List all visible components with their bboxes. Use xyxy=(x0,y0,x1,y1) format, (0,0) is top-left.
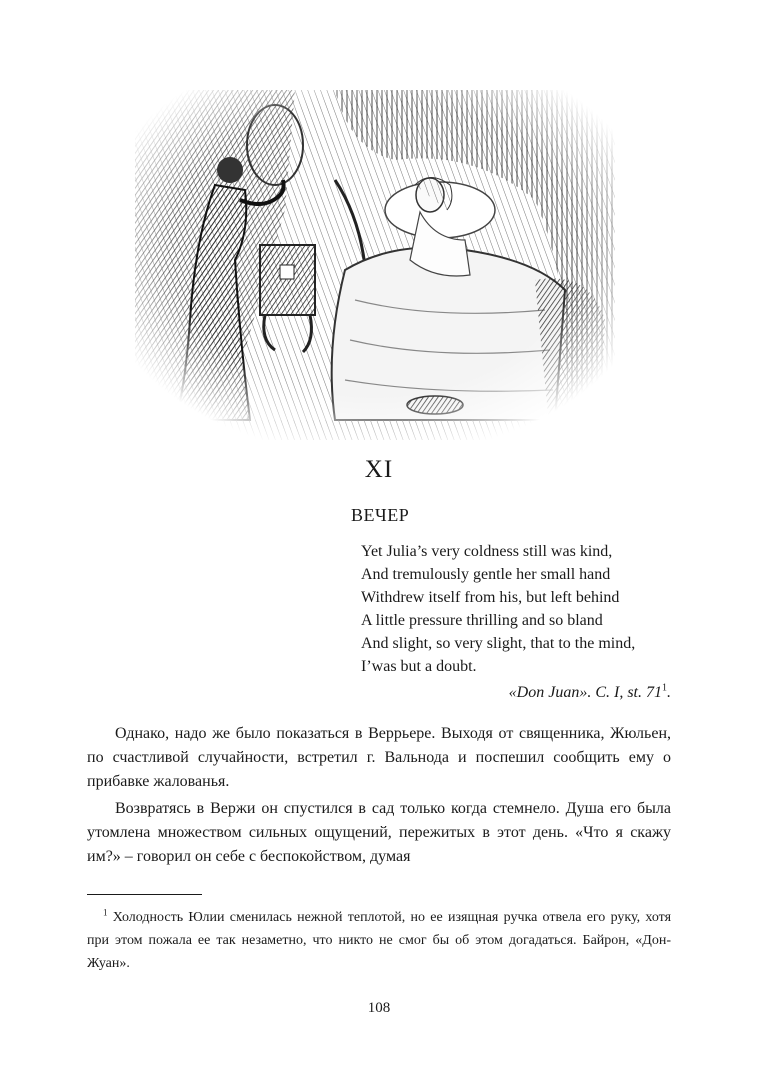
paragraph: Возвратясь в Вержи он спустился в сад только когда стемнело. Душа его была утомлена множеством сильных ощущений, пережитых в этот день. «Что я скажу им?» – говорил он себе с беспокойством, думая xyxy=(87,800,671,865)
footnote xyxy=(87,906,671,975)
footnote-number: 1 xyxy=(103,907,108,918)
chapter-title: ВЕЧЕР xyxy=(351,505,410,525)
chapter-number: XI xyxy=(364,456,394,483)
paragraph: Однако, надо же было показаться в Веррьере. Выходя от священника, Жюльен, по счастливой случайности, встретил г. Вальнода и поспешил сообщить ему о прибавке жалованья. xyxy=(87,725,671,790)
epigraph xyxy=(361,540,691,678)
body-text xyxy=(87,722,671,869)
engraving-bedroom-scene-icon xyxy=(135,90,615,440)
epigraph-source: «Don Juan». C. I, st. $71^1$. xyxy=(508,682,671,701)
epigraph-line: A little pressure thrilling and so bland xyxy=(361,612,603,629)
footnote-marker[interactable]: 1 xyxy=(662,682,667,694)
epigraph-line: And slight, so very slight, that to the mind, xyxy=(361,635,636,652)
page-number: 108 xyxy=(367,1000,391,1016)
chapter-illustration xyxy=(135,90,615,440)
epigraph-line: Yet Julia’s very coldness still was kind, xyxy=(361,543,613,560)
footnote-divider xyxy=(87,894,202,895)
epigraph-line: Withdrew itself from his, but left behind xyxy=(361,589,620,606)
epigraph-source-text: «Don Juan». C. I, st. 71 xyxy=(508,684,662,701)
epigraph-line: And tremulously gentle her small hand xyxy=(361,566,611,583)
footnote-text: Холодность Юлии сменилась нежной теплотой, но ее изящная ручка отвела его руку, хотя при этом пожала ее так незаметно, что никто не смог бы об этом догадаться. Байрон, «Дон-Жуан». xyxy=(87,910,672,971)
epigraph-line: I’was but a doubt. xyxy=(361,658,477,675)
